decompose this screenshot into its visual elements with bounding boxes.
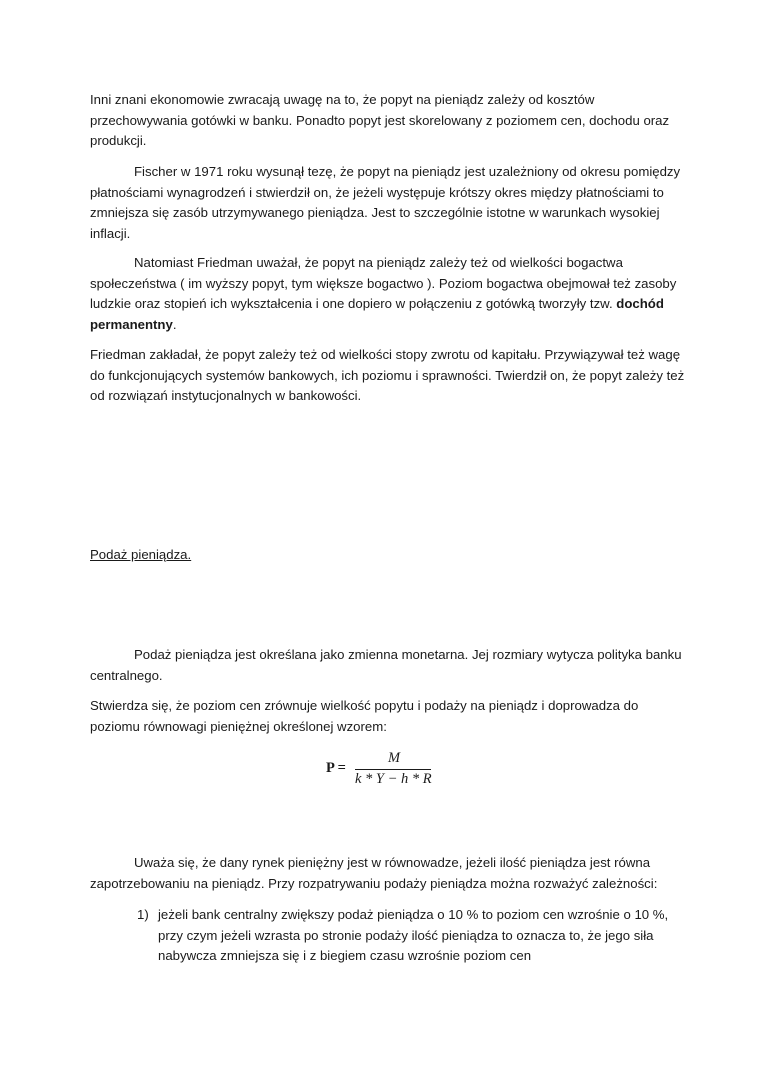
text-line: centralnego.	[90, 667, 163, 683]
text-run: .	[172, 317, 177, 333]
paragraph-fischer	[90, 162, 681, 245]
formula-numerator: M	[387, 750, 401, 766]
bold-term-dochod: dochód	[616, 296, 664, 312]
text-line	[90, 294, 675, 315]
text-line	[90, 315, 675, 336]
equilibrium-formula	[326, 750, 436, 794]
text-line: płatnościami wynagrodzeń i stwierdził on, że jeżeli występuje krótszy okres między płatnościami to	[90, 184, 664, 200]
text-line: przy czym jeżeli wzrasta po stronie podaży ilość pieniądza to oznacza to, że jego siła	[158, 927, 654, 943]
text-line: Stwierdza się, że poziom cen zrównuje wielkość popytu i podaży na pieniądz i doprowadza do	[90, 698, 639, 713]
text-line: do funkcjonujących systemów bankowych, ich poziomu i sprawności. Twierdził on, że popyt zależy też	[90, 367, 685, 383]
text-line: poziomu równowagi pieniężnej określonej wzorem:	[90, 718, 387, 734]
paragraph-friedman-wealth	[90, 253, 675, 336]
text-line: jeżeli bank centralny zwiększy podaż pieniądza o 10 % to poziom cen wzrośnie o 10 %,	[158, 907, 669, 922]
formula-denominator: k * Y − h * R	[355, 771, 432, 787]
text-line: nabywcza zmniejsza się i z biegiem czasu wzrośnie poziom cen	[158, 948, 532, 964]
paragraph-price-level	[90, 696, 675, 737]
fraction-bar	[355, 769, 431, 770]
paragraph-equilibrium	[90, 853, 675, 894]
section-heading: Podaż pieniądza.	[90, 547, 192, 562]
text-line: Fischer w 1971 roku wysunął tezę, że popyt na pieniądz jest uzależniony od okresu pomiędzy	[134, 164, 681, 179]
text-line: Uważa się, że dany rynek pieniężny jest w równowadze, jeżeli ilość pieniądza jest równa	[134, 855, 651, 870]
formula-lhs: P =	[326, 760, 346, 776]
text-line: społeczeństwa ( im wyższy popyt, tym większe bogactwo ). Poziom bogactwa obejmował też zasoby	[90, 275, 677, 291]
text-line: Podaż pieniądza jest określana jako zmienna monetarna. Jej rozmiary wytycza polityka banku	[134, 647, 682, 662]
text-line: inflacji.	[90, 226, 131, 242]
bold-term-permanentny: permanentny	[90, 317, 173, 333]
text-line: zmniejsza się zasób utrzymywanego pieniądza. Jest to szczególnie istotne w warunkach wysokiej	[90, 205, 660, 221]
text-run: ludzkie oraz stopień ich wykształcenia i one dopiero w połączeniu z gotówką tworzyły tzw.	[90, 296, 613, 312]
paragraph-money-supply	[90, 645, 682, 686]
text-line: zapotrzebowaniu na pieniądz. Przy rozpatrywaniu podaży pieniądza można rozważyć zależności:	[90, 875, 658, 891]
text-line: produkcji.	[90, 133, 147, 149]
text-line: Inni znani ekonomowie zwracają uwagę na to, że popyt na pieniądz zależy od kosztów	[90, 92, 595, 107]
list-item	[158, 905, 678, 967]
list-item-number: 1)	[137, 907, 149, 922]
paragraph-friedman-returns	[90, 345, 685, 407]
text-line: od rozwiązań instytucjonalnych w bankowości.	[90, 388, 362, 404]
text-line: Natomiast Friedman uważał, że popyt na pieniądz zależy też od wielkości bogactwa	[134, 255, 623, 270]
paragraph-cash-holding-costs	[90, 90, 675, 152]
text-line: Friedman zakładał, że popyt zależy też od wielkości stopy zwrotu od kapitału. Przywiązywał też wagę	[90, 347, 681, 362]
text-line: przechowywania gotówki w banku. Ponadto popyt jest skorelowany z poziomem cen, dochodu oraz	[90, 112, 670, 128]
